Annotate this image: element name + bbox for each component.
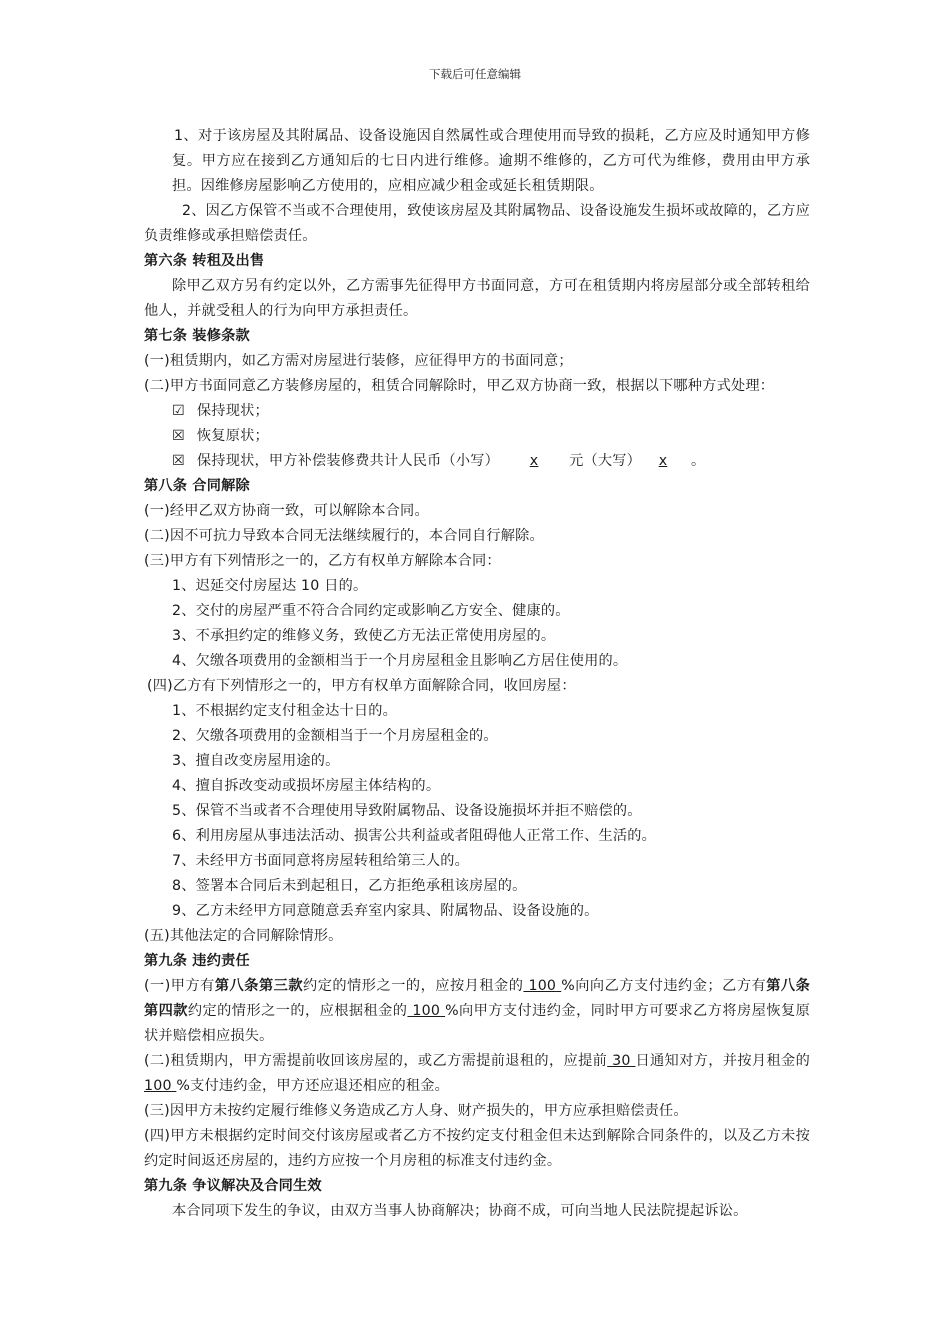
- clause-text: %支付违约金，甲方还应退还相应的租金。: [176, 1078, 450, 1094]
- list-item: 8、签署本合同后未到起租日，乙方拒绝承租该房屋的。: [172, 878, 527, 894]
- penalty-percent-field[interactable]: [523, 978, 561, 994]
- clause-reference: 第八条第三款: [214, 978, 304, 994]
- list-item: 5、保管不当或者不合理使用导致附属物品、设备设施损坏并拒不赔偿的。: [172, 803, 642, 819]
- list-item: 3、不承担约定的维修义务，致使乙方无法正常使用房屋的。: [172, 628, 556, 644]
- section-9-clause-3: (三)因甲方未按约定履行维修义务造成乙方人身、财产损失的，甲方应承担赔偿责任。: [144, 1103, 688, 1119]
- notice-days-field[interactable]: [607, 1053, 635, 1069]
- checked-box-icon[interactable]: ☑: [172, 403, 185, 419]
- paragraph-maintenance-2: 2、因乙方保管不当或不合理使用，致使该房屋及其附属物品、设备设施发生损坏或故障的，乙方应负责维修或承担赔偿责任。: [144, 203, 810, 244]
- section-7-clause-1: (一)租赁期内，如乙方需对房屋进行装修，应征得甲方的书面同意；: [144, 353, 573, 369]
- list-item: 2、交付的房屋严重不符合合同约定或影响乙方安全、健康的。: [172, 603, 570, 619]
- list-item: 4、欠缴各项费用的金额相当于一个月房屋租金且影响乙方居住使用的。: [172, 653, 628, 669]
- penalty-percent-value: 100: [412, 1003, 441, 1019]
- section-9-clause-4: (四)甲方未根据约定时间交付该房屋或者乙方不按约定支付租金但未达到解除合同条件的，以及乙方未按约定时间返还房屋的，违约方应按一个月房租的标准支付违约金。: [144, 1128, 810, 1169]
- option-restore-original[interactable]: [144, 424, 810, 449]
- list-item: 3、擅自改变房屋用途的。: [172, 753, 340, 769]
- list-item: 1、不根据约定支付租金达十日的。: [172, 703, 398, 719]
- notice-days-value: 30: [612, 1053, 631, 1069]
- clause-text: (一)甲方有: [144, 978, 215, 994]
- penalty-percent-field[interactable]: [144, 1078, 176, 1094]
- penalty-percent-field[interactable]: [407, 1003, 445, 1019]
- section-6-title: 第六条 转租及出售: [144, 253, 265, 269]
- section-7-title: 第七条 装修条款: [144, 328, 250, 344]
- section-10-body: 本合同项下发生的争议，由双方当事人协商解决；协商不成，可向当地人民法院提起诉讼。: [172, 1203, 748, 1219]
- document-body: [144, 124, 810, 1224]
- section-8-title: 第八条 合同解除: [144, 478, 250, 494]
- section-8-clause-2: (二)因不可抗力导致本合同无法继续履行的，本合同自行解除。: [144, 528, 544, 544]
- clause-text: 约定的情形之一的，应按月租金的: [303, 978, 524, 994]
- option-label: 保持现状，甲方补偿装修费共计人民币（小写）: [196, 453, 500, 469]
- amount-uppercase-field[interactable]: x: [658, 453, 668, 469]
- crossed-box-icon[interactable]: ☒: [172, 453, 185, 469]
- list-item: 1、迟延交付房屋达 10 日的。: [172, 578, 368, 594]
- option-label: 恢复原状；: [196, 428, 269, 444]
- clause-text: 约定的情形之一的，应根据租金的: [187, 1003, 408, 1019]
- page-header: 下载后可任意编辑: [429, 67, 521, 81]
- clause-text: %向向乙方支付违约金；乙方有: [561, 978, 767, 994]
- list-item: 6、利用房屋从事违法活动、损害公共利益或者阻碍他人正常工作、生活的。: [172, 828, 657, 844]
- section-9-clause-1: [144, 974, 810, 1049]
- section-10-title: 第九条 争议解决及合同生效: [144, 1178, 322, 1194]
- option-label: 元（大写）: [569, 453, 642, 469]
- crossed-box-icon[interactable]: ☒: [172, 428, 185, 444]
- penalty-percent-value: 100: [528, 978, 557, 994]
- clause-reference: 第八条第四款: [144, 978, 810, 1019]
- amount-lowercase-field[interactable]: x: [529, 453, 539, 469]
- section-9-clause-2: [144, 1049, 810, 1099]
- section-8-clause-1: (一)经甲乙双方协商一致，可以解除本合同。: [144, 503, 429, 519]
- clause-text: 日通知对方，并按月租金的: [635, 1053, 810, 1069]
- option-keep-with-compensation[interactable]: [144, 449, 810, 474]
- section-8-clause-5: (五)其他法定的合同解除情形。: [144, 928, 343, 944]
- option-end-mark: 。: [691, 453, 706, 469]
- clause-text: %向甲方支付违约金，同时甲方可要求乙方将房屋恢复原状并赔偿相应损失。: [144, 1003, 810, 1044]
- paragraph-maintenance-1: 1、对于该房屋及其附属品、设备设施因自然属性或合理使用而导致的损耗，乙方应及时通知甲方修复。甲方应在接到乙方通知后的七日内进行维修。逾期不维修的，乙方可代为维修，费用由甲方承担。因维修房屋影响乙方使用的，应相应减少租金或延长租赁期限。: [172, 128, 810, 194]
- section-9-title: 第九条 违约责任: [144, 953, 250, 969]
- list-item: 7、未经甲方书面同意将房屋转租给第三人的。: [172, 853, 469, 869]
- clause-text: (二)租赁期内，甲方需提前收回该房屋的，或乙方需提前退租的，应提前: [144, 1053, 608, 1069]
- list-item: 2、欠缴各项费用的金额相当于一个月房屋租金的。: [172, 728, 498, 744]
- list-item: 9、乙方未经甲方同意随意丢弃室内家具、附属物品、设备设施的。: [172, 903, 599, 919]
- list-item: 4、擅自拆改变动或损坏房屋主体结构的。: [172, 778, 441, 794]
- penalty-percent-value: 100: [144, 1078, 172, 1094]
- section-7-clause-2: (二)甲方书面同意乙方装修房屋的，租赁合同解除时，甲乙双方协商一致，根据以下哪种方式处理：: [144, 378, 775, 394]
- option-label: 保持现状；: [196, 403, 269, 419]
- section-8-clause-3: (三)甲方有下列情形之一的，乙方有权单方解除本合同：: [144, 553, 501, 569]
- section-8-clause-4: (四)乙方有下列情形之一的，甲方有权单方面解除合同，收回房屋：: [147, 678, 576, 694]
- option-keep-current[interactable]: [144, 399, 810, 424]
- section-6-body: 除甲乙双方另有约定以外，乙方需事先征得甲方书面同意，方可在租赁期内将房屋部分或全部转租给他人，并就受租人的行为向甲方承担责任。: [144, 278, 810, 319]
